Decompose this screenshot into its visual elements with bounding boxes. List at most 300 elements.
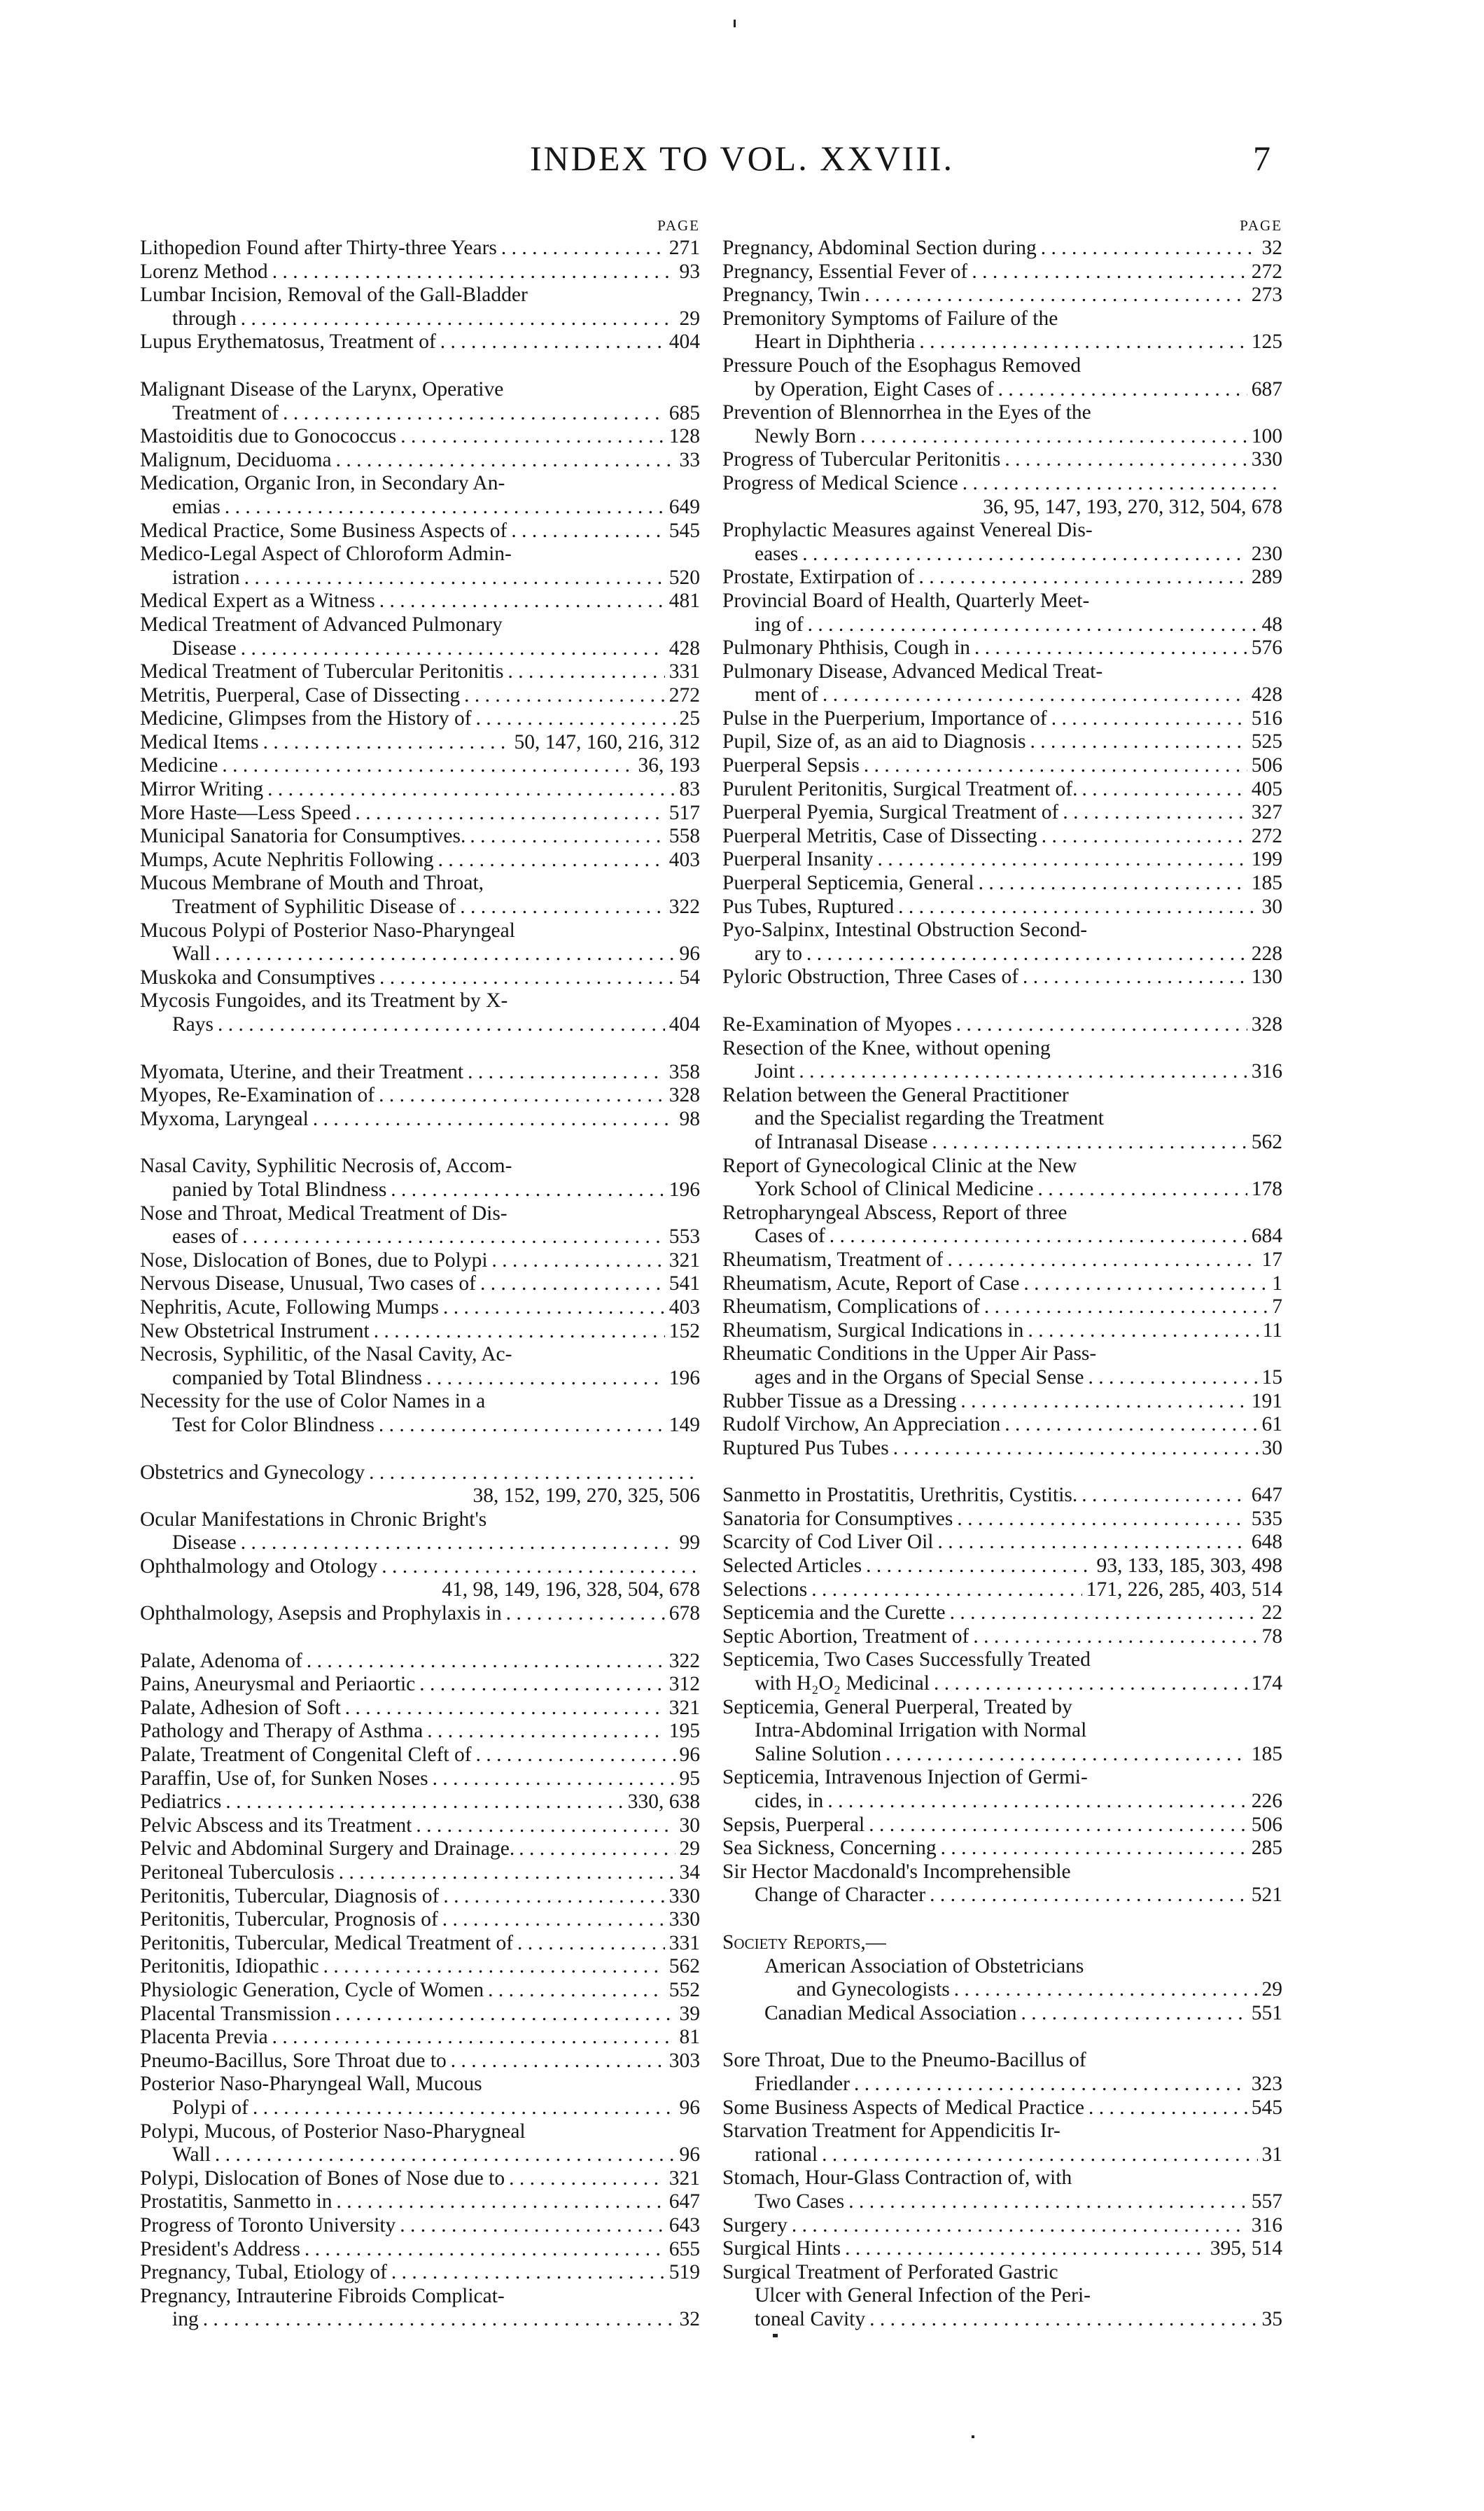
entry-text: Muskoka and Consumptives [140,966,375,989]
index-entry [140,1272,700,1296]
entry-page-ref: 327 [1251,801,1282,824]
entry-page-ref: 551 [1251,2001,1282,2024]
entry-page-ref: 199 [1251,848,1282,871]
entry-page-ref: 323 [1251,2072,1282,2095]
dot-leader [279,402,665,426]
index-entry [722,896,1282,919]
entry-text: eases [755,542,799,565]
dot-leader [423,1720,665,1744]
entry-text: Medical Items [140,730,259,753]
dot-leader [365,1461,700,1485]
entry-text: Medicine, Glimpses from the History of [140,707,472,730]
index-entry [722,1202,1282,1248]
column-page-heading: PAGE [1240,217,1282,234]
entry-text: Septicemia, Intravenous Injection of Germi- [722,1766,1088,1789]
dot-leader [915,331,1247,354]
entry-text: Ophthalmology and Otology [140,1554,378,1578]
dot-leader [415,1673,664,1697]
entry-page-ref: 96 [679,2096,700,2119]
dot-leader [460,684,665,708]
index-entry [140,1932,700,1956]
entry-page-ref: 541 [668,1272,700,1295]
entry-page-ref: 32 [679,2308,700,2331]
running-title: INDEX TO VOL. XXVIII. [530,139,954,178]
dot-leader [199,2308,676,2332]
entry-text: Peritonitis, Idiopathic [140,1955,319,1978]
entry-page-ref: 328 [1251,1013,1282,1036]
dot-leader [463,1061,665,1085]
dot-leader [387,2261,665,2285]
entry-page-ref: 29 [679,1837,700,1860]
entry-page-ref: 562 [668,1955,700,1978]
entry-text: through [172,307,237,330]
entry-page-ref: 520 [668,566,700,589]
dot-leader [1084,2096,1247,2120]
dot-leader [240,566,665,590]
entry-text: Rheumatism, Surgical Indications in [722,1319,1024,1342]
dot-leader [1037,237,1258,260]
dot-leader [211,943,676,966]
index-entry [722,2261,1282,2332]
entry-page-ref: 195 [668,1720,700,1743]
index-entry [722,778,1282,802]
dot-leader [980,1295,1268,1319]
index-entry [722,2120,1282,2166]
entry-text: Peritonitis, Tubercular, Medical Treatment of [140,1931,514,1954]
entry-text: Posterior Naso-Pharyngeal Wall, Mucous [140,2073,482,2096]
index-entry [140,1955,700,1979]
entry-text: More Haste—Less Speed [140,801,351,824]
index-entry [140,1744,700,1767]
dot-leader [818,683,1247,707]
index-entry [722,448,1282,472]
entry-page-ref: 196 [668,1178,700,1201]
entry-page-ref: 545 [668,519,700,542]
index-entry [722,2214,1282,2238]
entry-text: Medicine [140,754,218,777]
dot-leader [309,1108,676,1132]
entry-text: Surgery [722,2213,788,2237]
index-entry [140,590,700,613]
entry-page-ref: 358 [668,1060,700,1083]
dot-leader [237,1531,676,1555]
entry-text: Malignant Disease of the Larynx, Operative [140,377,504,401]
index-entry [140,1108,700,1132]
dot-leader [331,2003,676,2026]
entry-text: Rheumatic Conditions in the Upper Air Pass- [722,1342,1097,1365]
entry-page-ref: 17 [1261,1248,1282,1271]
entry-text: Palate, Treatment of Congenital Cleft of [140,1744,472,1767]
dot-leader [422,1367,665,1391]
index-entry [140,1837,700,1861]
dot-leader [513,1932,665,1956]
entry-text: of Intranasal Disease [755,1130,928,1153]
dot-leader [1078,778,1247,802]
entry-text: Necrosis, Syphilitic, of the Nasal Cavity, Ac- [140,1343,512,1366]
entry-text: Pregnancy, Twin [722,284,861,307]
dot-leader [889,1437,1258,1461]
entry-page-ref: 36, 95, 147, 193, 270, 312, 504, 678 [983,495,1282,518]
entry-text: toneal Cavity [755,2307,866,2330]
index-entry [722,1578,1282,1602]
entry-text: Polypi, Mucous, of Posterior Naso-Pharygneal [140,2120,526,2143]
entry-text: Pelvic Abscess and its Treatment [140,1814,412,1837]
scan-speck [773,2334,778,2337]
entry-text: Retropharyngeal Abscess, Report of three [722,1201,1068,1224]
column-page-heading: PAGE [657,217,700,234]
entry-page-ref: 33 [679,448,700,471]
entry-page-ref: 321 [668,2166,700,2190]
dot-leader [881,1743,1247,1767]
entry-page-ref: 130 [1251,966,1282,989]
dot-leader [952,1013,1247,1037]
entry-page-ref: 481 [668,590,700,613]
entry-text: Malignum, Deciduoma [140,448,332,471]
entry-text: Pyo-Salpinx, Intestinal Obstruction Second- [722,919,1088,942]
dot-leader [818,2143,1257,2167]
entry-page-ref: 29 [679,307,700,330]
index-column-left [140,214,700,2332]
index-entry [722,2166,1282,2213]
entry-text: Nephritis, Acute, Following Mumps [140,1295,439,1319]
entry-text: cides, in [755,1790,824,1812]
entry-text: Pregnancy, Tubal, Etiology of [140,2261,387,2284]
entry-text: Obstetrics and Gynecology [140,1461,365,1484]
entry-page-ref: 558 [668,825,700,848]
index-entry [722,1272,1282,1296]
dot-leader [447,2050,665,2073]
dot-leader [994,378,1247,402]
dot-leader [237,637,665,661]
entry-text: Puerperal Pyemia, Surgical Treatment of [722,801,1059,824]
index-entry [140,2261,700,2285]
dot-leader [804,613,1258,637]
entry-page-ref: 36, 193 [638,754,700,777]
entry-text: Pneumo-Bacillus, Sore Throat due to [140,2049,447,2072]
entry-text: by Operation, Eight Cases of [755,377,994,401]
entry-page-ref: 328 [668,1084,700,1107]
dot-leader [456,896,664,919]
entry-text: Stomach, Hour-Glass Contraction of, with [722,2166,1072,2190]
entry-text: Septicemia, General Puerperal, Treated by [722,1695,1072,1718]
entry-text: Myopes, Re-Examination of [140,1084,375,1107]
index-entry [140,1673,700,1697]
index-entry [722,1342,1282,1389]
entry-text: Palate, Adenoma of [140,1649,302,1672]
entry-text: American Association of Obstetricians [764,1954,1084,1977]
index-entry [140,778,700,802]
entry-text: Pulmonary Disease, Advanced Medical Treat- [722,660,1103,683]
dot-leader [937,1837,1247,1860]
index-entry [140,1320,700,1344]
dot-leader [370,1320,665,1344]
index-entry [140,1061,700,1085]
entry-text: Pressure Pouch of the Esophagus Removed [722,354,1082,377]
index-entry [722,1248,1282,1272]
entry-page-ref: 25 [679,707,700,730]
dot-leader [844,2190,1247,2214]
entry-page-ref: 99 [679,1531,700,1554]
entry-page-ref: 395, 514 [1210,2237,1282,2260]
entry-text: Pelvic and Abdominal Surgery and Drainage. [140,1837,515,1860]
dot-leader [860,284,1247,307]
entry-page-ref: 30 [679,1814,700,1837]
entry-page-ref: 404 [668,331,700,354]
dot-leader [263,778,675,802]
index-entry [140,284,700,331]
dot-leader [319,1955,665,1979]
entry-page-ref: 321 [668,1248,700,1272]
dot-leader [1000,448,1247,472]
index-entry [140,849,700,872]
index-entry [140,872,700,919]
entry-page-ref: 553 [668,1225,700,1248]
index-entry [722,401,1282,448]
index-entry [722,1295,1282,1319]
index-entry [722,919,1282,966]
entry-page-ref: 273 [1251,284,1282,307]
entry-text: Rays [172,1013,214,1036]
entry-text: Pediatrics [140,1790,222,1814]
index-section-heading [722,1931,1282,1955]
index-entry [140,660,700,684]
entry-page-ref: 1 [1272,1272,1282,1295]
index-entry [722,2096,1282,2120]
entry-page-ref: 15 [1261,1365,1282,1389]
dot-leader [502,1602,665,1626]
index-entry [722,1837,1282,1860]
entry-page-ref: 35 [1261,2307,1282,2330]
entry-text: Necessity for the use of Color Names in a [140,1390,486,1413]
index-entry [140,237,700,260]
entry-text: Peritonitis, Tubercular, Prognosis of [140,1908,438,1931]
entry-text: panied by Total Blindness [172,1178,387,1201]
entry-text: Premonitory Symptoms of Failure of the [722,307,1058,330]
entry-page-ref: 331 [668,660,700,683]
entry-text: Sir Hector Macdonald's Incomprehensible [722,1860,1071,1883]
scan-speck [972,2435,974,2438]
index-entry [140,2120,700,2167]
entry-page-ref: 226 [1251,1790,1282,1812]
dot-leader [505,2167,665,2191]
entry-text: Ruptured Pus Tubes [722,1436,889,1459]
scan-speck [734,20,736,27]
entry-page-ref: 48 [1261,613,1282,636]
entry-text: Nervous Disease, Unusual, Two cases of [140,1272,476,1295]
index-entry [140,1390,700,1437]
index-entry [140,1508,700,1555]
index-entry [722,637,1282,660]
index-entry [140,260,700,284]
entry-text: ing of [755,613,804,636]
index-entry [722,848,1282,872]
entry-text: Friedlander [755,2072,850,2095]
dot-leader [1000,1413,1257,1437]
entry-page-ref: 331 [668,1931,700,1954]
entry-text: Nasal Cavity, Syphilitic Necrosis of, Accom- [140,1155,512,1178]
dot-leader [211,2143,676,2167]
entry-text: Septicemia, Two Cases Successfully Treated [722,1648,1091,1671]
dot-leader [465,825,664,849]
dot-leader [439,1296,665,1320]
index-entry [140,543,700,590]
entry-text: Puerperal Sepsis [722,754,860,777]
entry-text: Lorenz Method [140,260,268,283]
entry-text: and the Specialist regarding the Treatment [755,1107,1104,1130]
entry-text: Palate, Adhesion of Soft [140,1696,341,1719]
dot-leader [953,1508,1247,1531]
entry-text: Myxoma, Laryngeal [140,1107,309,1130]
entry-text: Pus Tubes, Ruptured [722,895,895,918]
dot-leader [497,237,665,260]
entry-text: Lumbar Incision, Removal of the Gall-Bladder [140,284,528,307]
entry-text: and Gynecologists [797,1978,950,2001]
dot-leader [218,754,634,778]
entry-text: emias [172,495,220,518]
entry-text: Sepsis, Puerperal [722,1813,865,1836]
entry-page-ref: 535 [1251,1507,1282,1530]
index-entry [722,2237,1282,2261]
index-entry [722,1037,1282,1084]
entry-text: Re-Examination of Myopes [722,1013,952,1036]
dot-leader [914,566,1247,590]
index-entry [722,730,1282,754]
entry-page-ref: 506 [1251,754,1282,777]
entry-text: Scarcity of Cod Liver Oil [722,1531,934,1554]
dot-leader [1016,2002,1247,2026]
index-entry [140,1202,700,1249]
entry-text: with H₂O₂ Medicinal [755,1672,930,1695]
entry-page-ref: 428 [668,637,700,660]
entry-text: Treatment of [172,401,279,424]
dot-leader [428,1767,676,1791]
entry-text: Saline Solution [755,1742,882,1765]
entry-page-ref: 81 [679,2026,700,2049]
entry-text: York School of Clinical Medicine [755,1178,1034,1201]
dot-leader [300,2238,665,2262]
entry-page-ref: 303 [668,2049,700,2072]
index-entry [722,284,1282,307]
entry-page-ref: 38, 152, 199, 270, 325, 506 [472,1484,700,1508]
entry-text: Medical Expert as a Witness [140,590,375,613]
entry-text: ary to [755,942,802,965]
entry-text: Municipal Sanatoria for Consumptives. [140,825,466,848]
entry-page-ref: 316 [1251,1060,1282,1083]
index-entry [140,378,700,425]
entry-page-ref: 171, 226, 285, 403, 514 [1086,1578,1282,1601]
entry-page-ref: 576 [1251,637,1282,660]
entry-text: Prostatitis, Sanmetto in [140,2190,332,2213]
entry-page-ref: 7 [1272,1295,1282,1319]
entry-page-ref: 61 [1261,1413,1282,1436]
index-entry [140,825,700,849]
dot-leader [894,896,1257,919]
entry-text: Pregnancy, Intrauterine Fibroids Complicat- [140,2284,505,2307]
dot-leader [351,802,664,826]
entry-page-ref: 678 [668,1602,700,1625]
index-entry [722,801,1282,825]
dot-leader [259,731,510,755]
entry-text: Pregnancy, Essential Fever of [722,260,968,283]
dot-leader [930,1672,1247,1696]
index-entry [140,1084,700,1108]
entry-page-ref: 29 [1261,1978,1282,2001]
entry-page-ref: 96 [679,2143,700,2166]
index-entry [722,260,1282,284]
index-entry [140,919,700,966]
entry-text: Ulcer with General Infection of the Peri- [755,2284,1091,2307]
index-entry [140,1343,700,1390]
index-entry [140,2238,700,2262]
entry-page-ref: 330 [1251,448,1282,471]
dot-leader [969,1625,1257,1649]
entry-text: Rubber Tissue as a Dressing [722,1389,957,1412]
entry-text: New Obstetrical Instrument [140,1319,370,1342]
entry-page-ref: 521 [1251,1884,1282,1907]
index-entry [140,1861,700,1885]
index-entry [722,354,1282,401]
dot-leader [1019,1272,1268,1296]
index-entry [140,2003,700,2026]
index-entry [140,2050,700,2073]
entry-text: Progress of Medical Science [722,471,958,494]
entry-page-ref: 330 [668,1884,700,1907]
page-header [0,137,1484,193]
dot-leader [1023,1319,1258,1343]
dot-leader [396,2214,664,2238]
dot-leader [472,707,676,731]
entry-page-ref: 272 [1251,260,1282,283]
dot-leader [439,1885,664,1909]
dot-leader [1058,801,1247,825]
dot-leader [341,1697,665,1720]
entry-text: Lupus Erythematosus, Treatment of [140,331,436,354]
entry-page-ref: 285 [1251,1837,1282,1860]
dot-leader [374,1084,665,1108]
index-entry [722,1508,1282,1531]
entry-text: Wall [172,2143,211,2166]
index-entry [140,1979,700,2003]
entry-text: Starvation Treatment for Appendicitis Ir- [722,2120,1060,2143]
index-entry [722,1814,1282,1837]
index-entry [722,1955,1282,2002]
entry-page-ref: 128 [668,425,700,448]
dot-leader [841,2237,1206,2261]
entry-page-ref: 34 [679,1861,700,1884]
index-entry [140,449,700,473]
index-entry [722,1648,1282,1695]
entry-text: eases of [172,1225,239,1248]
entry-text: Resection of the Knee, without opening [722,1036,1051,1059]
entry-text: Puerperal Metritis, Case of Dissecting [722,824,1037,847]
index-entry [140,684,700,708]
entry-page-ref: 687 [1251,377,1282,401]
index-column-right [722,214,1282,2331]
entry-page-ref: 78 [1261,1625,1282,1648]
index-entry [140,1249,700,1273]
entry-page-ref: 100 [1251,424,1282,447]
index-entry [140,802,700,826]
index-entry [140,1155,700,1202]
dot-leader [436,331,665,354]
entry-text: companied by Total Blindness [172,1366,423,1389]
dot-leader [807,1578,1082,1602]
entry-page-ref: 545 [1251,2096,1282,2119]
entry-text: Mastoiditis due to Gonococcus [140,425,397,448]
dot-leader [825,1225,1247,1248]
entry-text: Puerperal Insanity [722,848,874,871]
dot-leader [220,496,665,520]
